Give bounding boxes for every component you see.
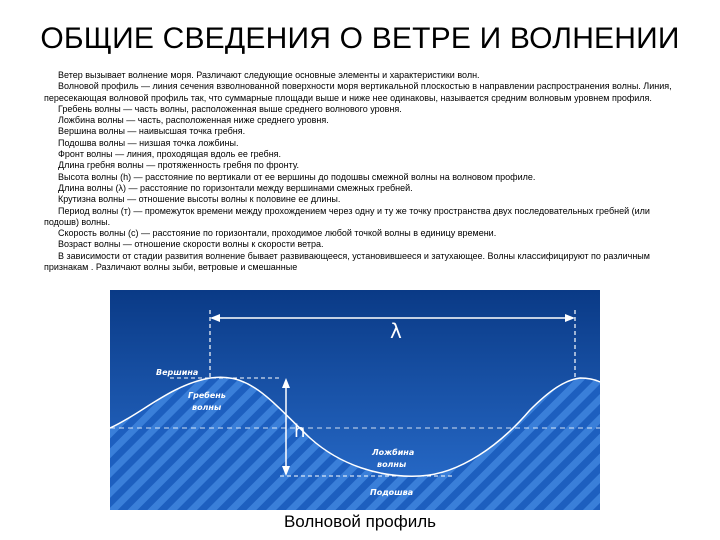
lambda-label: λ (390, 319, 402, 343)
paragraph-length: Длина волны (λ) — расстояние по горизонтали между вершинами смежных гребней. (58, 182, 413, 193)
paragraph-period: Период волны (т) — промежуток времени между прохождением через одну и ту же точку пространства двух последовательных гребней (или подошв) волны. (44, 205, 650, 227)
paragraph-classification: В зависимости от стадии развития волнение бывает развивающееся, установившееся и затухающее. Волны классифицируют по различным признакам . Различают волны зыби, ветровые и смешанные (44, 250, 650, 273)
paragraph-intro: Ветер вызывает волнение моря. Различают следующие основные элементы и характеристики волн. (58, 70, 480, 80)
paragraph-speed: Скорость волны (с) — расстояние по горизонтали, проходимое любой точкой волны в единицу времени. (58, 228, 497, 239)
trough-bottom-label: Подошва (370, 488, 414, 497)
paragraph-top: Вершина волны — наивысшая точка гребня. (58, 126, 246, 137)
paragraph-bottom: Подошва волны — низшая точка ложбины. (58, 137, 239, 148)
wave-profile-diagram (110, 290, 600, 510)
trough-label-line2: волны (377, 460, 407, 469)
body-text (44, 70, 674, 273)
crest-top-label: Вершина (156, 368, 199, 377)
paragraph-crest-length: Длина гребня волны — протяженность гребня по фронту. (58, 160, 299, 171)
trough-label-line1: Ложбина (372, 448, 415, 457)
crest-label-line2: волны (192, 403, 222, 412)
paragraph-height: Высота волны (h) — расстояние по вертикали от ее вершины до подошвы смежной волны на волновом профиле. (58, 171, 536, 182)
paragraph-crest: Гребень волны — часть волны, расположенная выше среднего волнового уровня. (58, 103, 402, 114)
paragraph-age: Возраст волны — отношение скорости волны к скорости ветра. (58, 239, 324, 250)
paragraph-trough: Ложбина волны — часть, расположенная ниже среднего уровня. (58, 115, 329, 126)
crest-label-line1: Гребень (188, 391, 226, 400)
page-title: ОБЩИЕ СВЕДЕНИЯ О ВЕТРЕ И ВОЛНЕНИИ (40, 22, 680, 55)
height-label: h (294, 421, 306, 442)
paragraph-steepness: Крутизна волны — отношение высоты волны к половине ее длины. (58, 194, 341, 205)
wave-profile-figure (110, 290, 600, 510)
figure-caption: Волновой профиль (283, 512, 437, 531)
paragraph-wave-profile: Волновой профиль — линия сечения взволнованной поверхности моря вертикальной плоскостью в направлении распространения волны. Линия, пересекающая волновой профиль так, что суммарные площади выше и ниже нее одинаковы, называется средним волновым уровнем профиля. (44, 81, 672, 103)
paragraph-front: Фронт волны — линия, проходящая вдоль ее гребня. (58, 149, 282, 160)
